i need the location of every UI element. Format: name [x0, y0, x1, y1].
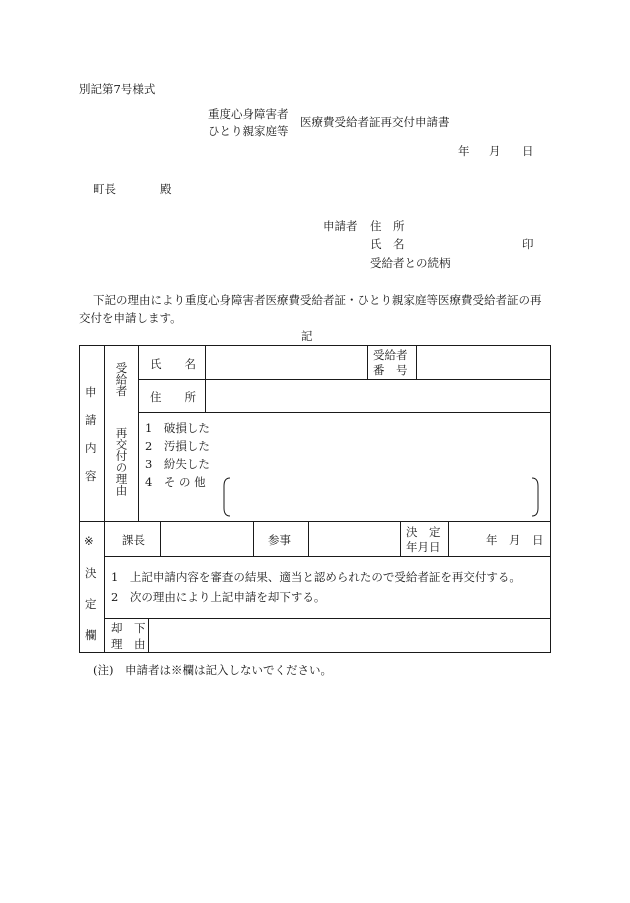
decision-date-label-l2: 年月日 [406, 540, 441, 554]
applicant-relation-label: 受給者との続柄 [370, 256, 451, 270]
ki-heading: 記 [301, 329, 313, 343]
recipient-number-label-l1: 受給者 [373, 348, 408, 362]
application-content-char2: 請 [85, 413, 97, 427]
reason-4: 4 そ の 他 [145, 475, 206, 489]
body-text-line1: 下記の理由により重度心身障害者医療費受給者証・ひとり親家庭等医療費受給者証の再 [93, 293, 542, 307]
title-line2: ひとり親家庭等 [208, 124, 289, 138]
seal-mark: 印 [522, 237, 534, 251]
date-year: 年 [458, 144, 470, 158]
reason-2: 2 汚損した [145, 439, 210, 453]
address-label: 住 所 [150, 390, 196, 404]
decision-approve: 1 上記申請内容を審査の結果、適当と認められたので受給者証を再交付する。 [111, 570, 521, 584]
applicant-label: 申請者 [323, 219, 358, 233]
title-line1: 重度心身障害者 [208, 107, 289, 121]
decision-label-mark: ※ [84, 534, 94, 548]
decision-date-value: 年 月 日 [486, 533, 544, 547]
reason-label: 再交付の理由 [114, 427, 129, 496]
footnote: (注) 申請者は※欄は記入しないでください。 [93, 663, 332, 677]
addressee-honorific: 殿 [160, 182, 172, 196]
date-month: 月 [489, 144, 501, 158]
reason-1: 1 破損した [145, 421, 210, 435]
reason-3: 3 紛失した [145, 457, 210, 471]
recipient-label: 受給者 [114, 362, 129, 397]
recipient-number-label-l2: 番 号 [373, 363, 408, 377]
date-day: 日 [522, 144, 534, 158]
applicant-address-label: 住 所 [370, 219, 405, 233]
page-title: 医療費受給者証再交付申請書 [300, 115, 450, 129]
decision-date-label-l1: 決 定 [406, 525, 441, 539]
application-content-char1: 申 [85, 385, 97, 399]
body-text-line2: 交付を申請します。 [79, 311, 182, 325]
rejection-reason-label-l1: 却 下 [111, 621, 146, 635]
application-content-char3: 内 [85, 441, 97, 455]
rejection-reason-label-l2: 理 由 [111, 637, 146, 651]
councilor-label: 参事 [268, 533, 291, 547]
decision-reject: 2 次の理由により上記申請を却下する。 [111, 590, 326, 604]
form-number: 別記第7号様式 [79, 82, 156, 96]
decision-label-char2: 決 [85, 566, 97, 580]
decision-label-char3: 定 [85, 597, 97, 611]
application-content-char4: 容 [85, 469, 97, 483]
other-reason-bracket [222, 476, 540, 518]
section-chief-label: 課長 [122, 533, 145, 547]
name-label: 氏 名 [150, 357, 196, 371]
applicant-name-label: 氏 名 [370, 237, 405, 251]
decision-label-char4: 欄 [85, 628, 97, 642]
addressee-mayor: 町長 [93, 182, 116, 196]
